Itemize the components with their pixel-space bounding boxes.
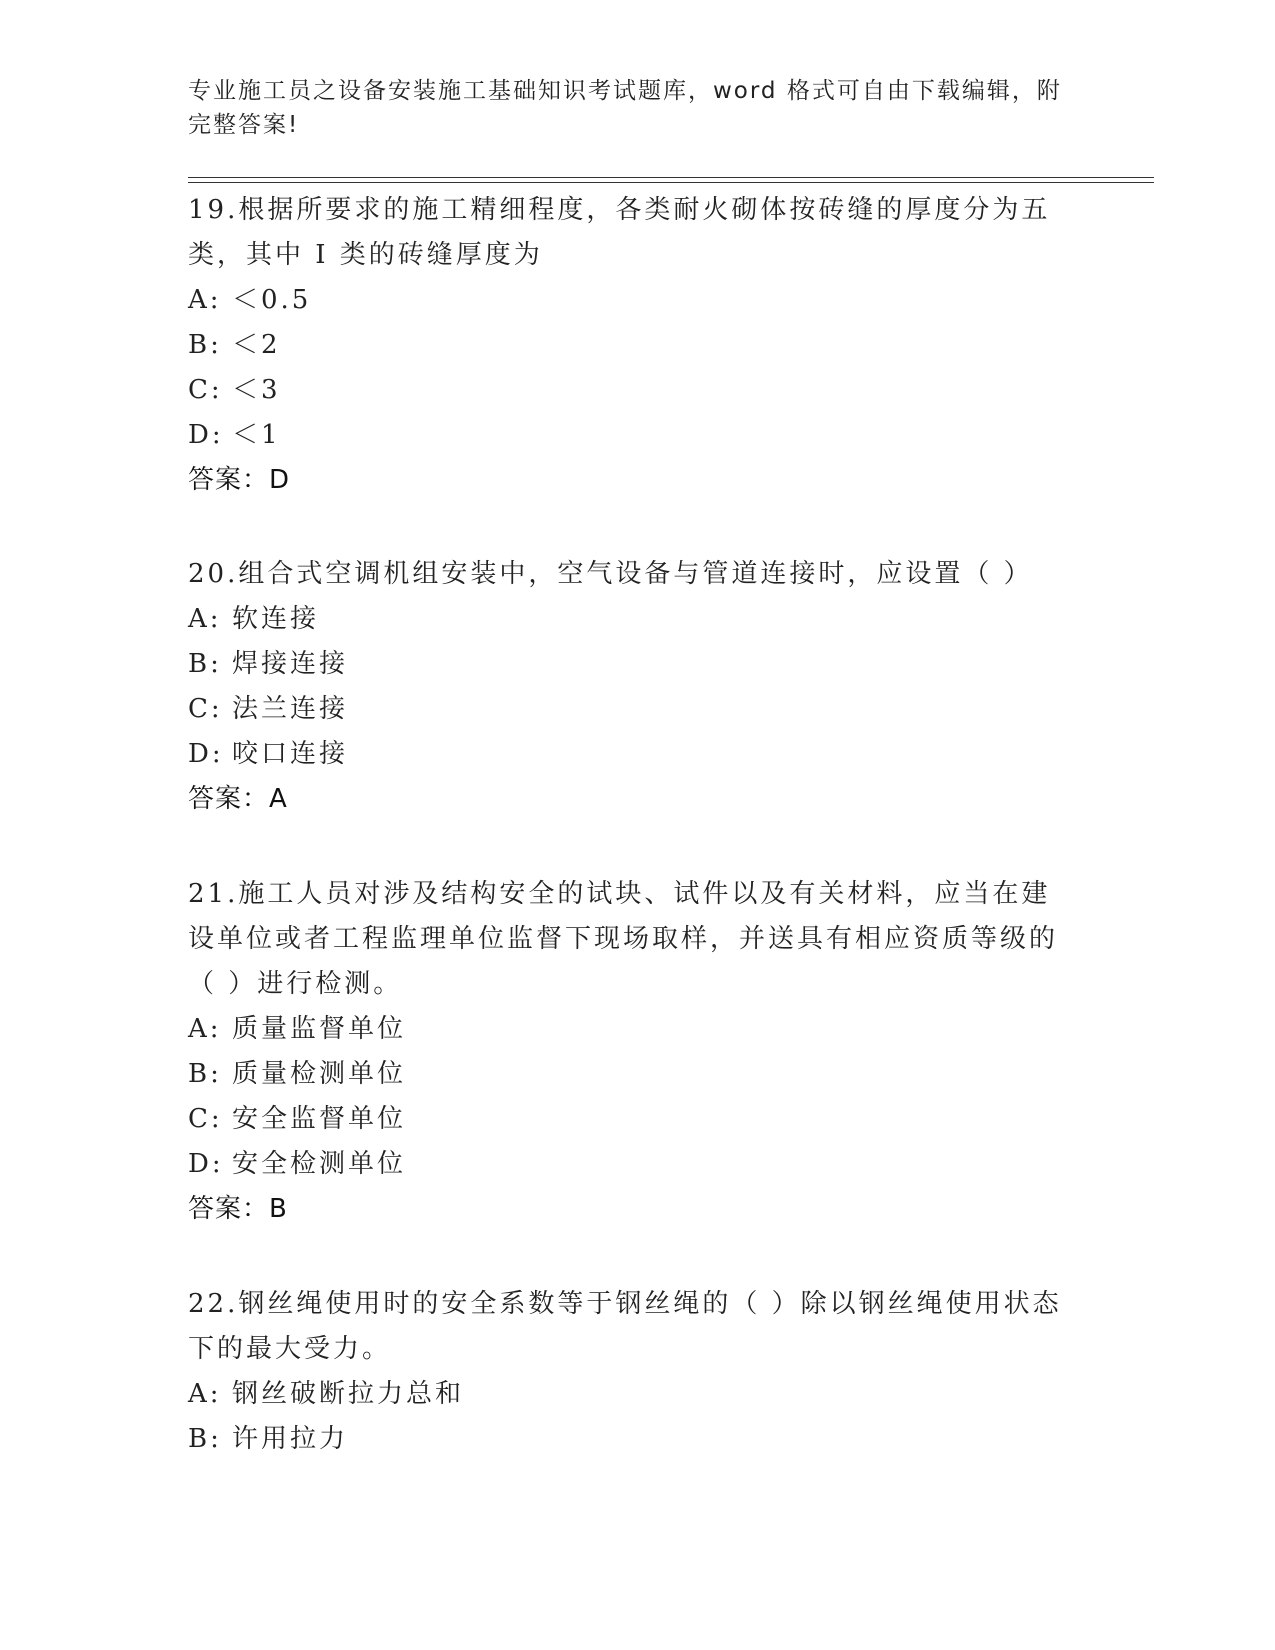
answer-text: 答案：A: [188, 784, 288, 814]
option-text: ＜3: [232, 375, 281, 405]
header-divider-top: [188, 177, 1154, 178]
option-key: C:: [188, 1104, 223, 1134]
option-key: A:: [188, 604, 222, 634]
question-stem: 19.根据所要求的施工精细程度，各类耐火砌体按砖缝的厚度分为五类，其中 I 类的砖缝厚度为: [188, 195, 1051, 270]
option-text: 许用拉力: [232, 1424, 349, 1454]
option-key: B:: [188, 1059, 222, 1089]
option-key: B:: [188, 649, 222, 679]
option-a: [188, 597, 1078, 642]
question-20: [188, 552, 1078, 822]
answer-text: 答案：B: [188, 1194, 288, 1224]
option-text: 钢丝破断拉力总和: [232, 1379, 465, 1409]
option-c: [188, 1097, 1078, 1142]
question-stem: 20.组合式空调机组安装中，空气设备与管道连接时，应设置（ ）: [188, 559, 1033, 589]
option-key: A:: [188, 1014, 222, 1044]
option-d: [188, 1142, 1078, 1187]
question-19: [188, 188, 1078, 503]
option-text: ＜0.5: [232, 285, 312, 315]
option-text: 质量监督单位: [232, 1014, 407, 1044]
header-divider-bottom: [188, 182, 1154, 183]
option-key: A:: [188, 1379, 222, 1409]
option-text: 焊接连接: [232, 649, 349, 679]
document-header: [188, 74, 1068, 142]
option-key: D:: [188, 1149, 224, 1179]
option-key: C:: [188, 694, 223, 724]
question-21: [188, 872, 1078, 1232]
option-key: A:: [188, 285, 222, 315]
option-text: 安全监督单位: [232, 1104, 407, 1134]
option-text: 咬口连接: [232, 739, 349, 769]
question-stem: 22.钢丝绳使用时的安全系数等于钢丝绳的（ ）除以钢丝绳使用状态下的最大受力。: [188, 1289, 1062, 1364]
option-key: B:: [188, 330, 222, 360]
option-key: C:: [188, 375, 223, 405]
option-text: 质量检测单位: [232, 1059, 407, 1089]
option-key: B:: [188, 1424, 222, 1454]
option-a: [188, 1007, 1078, 1052]
answer-text: 答案：D: [188, 465, 291, 495]
option-b: [188, 323, 1078, 368]
option-b: [188, 642, 1078, 687]
option-d: [188, 732, 1078, 777]
option-key: D:: [188, 420, 224, 450]
option-c: [188, 368, 1078, 413]
option-a: [188, 1372, 1078, 1417]
option-b: [188, 1417, 1078, 1462]
option-text: ＜2: [232, 330, 281, 360]
header-text: 专业施工员之设备安装施工基础知识考试题库，word 格式可自由下载编辑，附完整答案!: [188, 78, 1062, 138]
option-text: ＜1: [232, 420, 281, 450]
option-key: D:: [188, 739, 224, 769]
question-22: [188, 1282, 1078, 1462]
option-c: [188, 687, 1078, 732]
option-text: 软连接: [232, 604, 320, 634]
option-text: 安全检测单位: [232, 1149, 407, 1179]
option-text: 法兰连接: [232, 694, 349, 724]
option-a: [188, 278, 1078, 323]
option-d: [188, 413, 1078, 458]
option-b: [188, 1052, 1078, 1097]
question-stem: 21.施工人员对涉及结构安全的试块、试件以及有关材料，应当在建设单位或者工程监理单位监督下现场取样，并送具有相应资质等级的（ ）进行检测。: [188, 879, 1059, 999]
